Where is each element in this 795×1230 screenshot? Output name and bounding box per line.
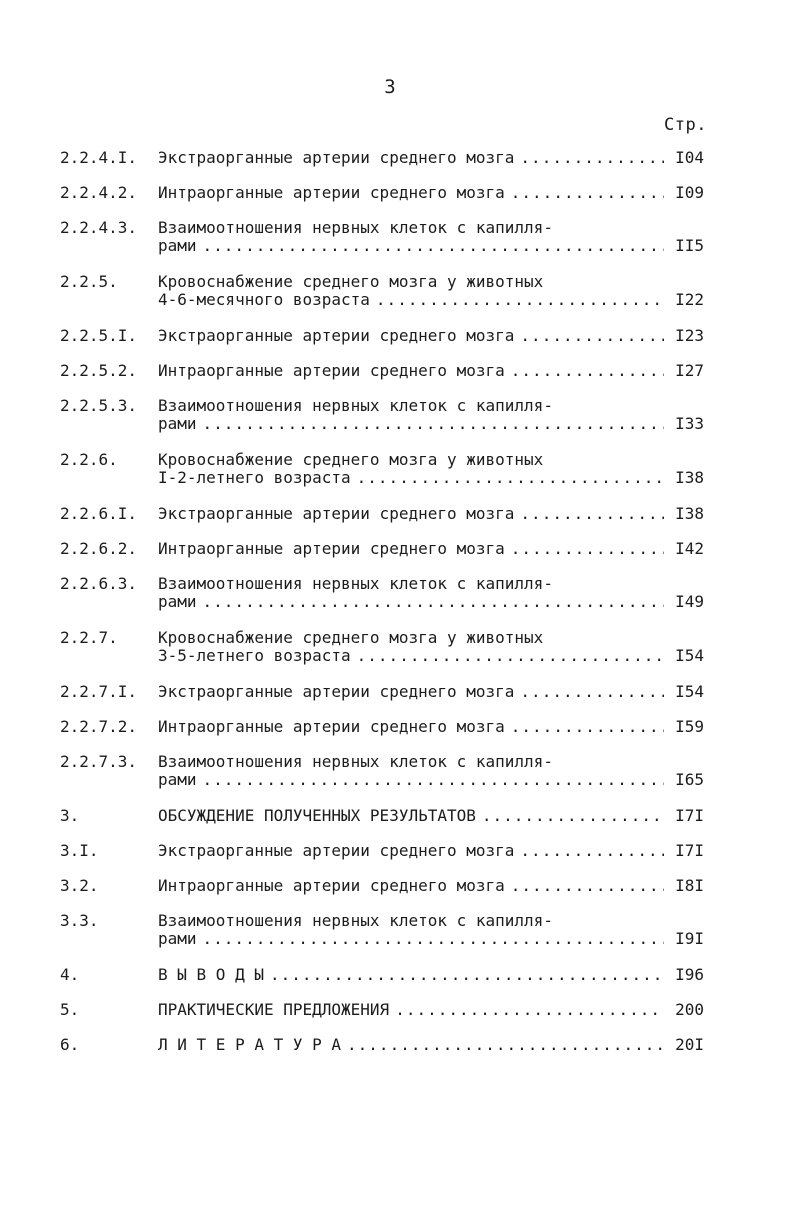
toc-entry-number: 6. [60, 1035, 80, 1054]
toc-entry-number: 2.2.6.3. [60, 574, 138, 593]
toc-entry-body [158, 877, 704, 895]
dot-leader [520, 327, 664, 345]
toc-entry-page: I22 [675, 290, 704, 309]
dot-leader [357, 469, 664, 487]
toc-entry-page: 20I [675, 1035, 704, 1054]
toc-entry-title-row [158, 842, 704, 860]
toc-entry-title: 3-5-летнего возраста [158, 646, 351, 665]
toc-entry [60, 1036, 704, 1054]
toc-entry-body [158, 1036, 704, 1054]
dot-leader [511, 184, 664, 202]
toc-entry-body [158, 1001, 704, 1019]
toc-entry-body [158, 629, 704, 665]
toc-entry-title-row [158, 291, 704, 309]
toc-entry-title: В Ы В О Д Ы [158, 965, 264, 984]
toc-entry-title-row [158, 362, 704, 380]
toc-entry-body [158, 966, 704, 984]
dot-leader [482, 807, 664, 825]
toc-entry-page: I7I [675, 841, 704, 860]
toc-entry-number: 2.2.7.3. [60, 752, 138, 771]
toc-entry-body [158, 540, 704, 558]
toc-entry-page: I59 [675, 717, 704, 736]
toc-entry [60, 807, 704, 825]
toc-entry [60, 575, 704, 611]
toc-entry-number: 3.I. [60, 841, 99, 860]
toc-entry-title-row [158, 540, 704, 558]
toc-entry-title-row [158, 237, 704, 255]
toc-entry-title-row [158, 505, 704, 523]
toc-entry-body [158, 362, 704, 380]
toc-entry [60, 718, 704, 736]
toc-entry [60, 505, 704, 523]
toc-entry-title-row [158, 1001, 704, 1019]
toc-entry-number: 2.2.5.2. [60, 361, 138, 380]
dot-leader [511, 877, 664, 895]
toc-entry-title-row [158, 718, 704, 736]
toc-entry-page: I38 [675, 468, 704, 487]
dot-leader [520, 842, 664, 860]
dot-leader [520, 149, 664, 167]
toc-entry [60, 362, 704, 380]
toc-entry-page: I96 [675, 965, 704, 984]
toc-entry [60, 912, 704, 948]
toc-entry-title-line1: Взаимоотношения нервных клеток с капилля- [158, 396, 553, 415]
toc-entry-title-row [158, 469, 704, 487]
toc-entry-title-line1: Кровоснабжение среднего мозга у животных [158, 272, 544, 291]
toc-entry [60, 397, 704, 433]
toc-entry-body [158, 505, 704, 523]
toc-entry-number: 2.2.7.I. [60, 682, 138, 701]
toc-entry-title-row [158, 647, 704, 665]
toc-entry-body [158, 807, 704, 825]
toc-entry-body [158, 575, 704, 611]
toc-entry-title: Интраорганные артерии среднего мозга [158, 183, 505, 202]
toc-entry-page: I04 [675, 148, 704, 167]
toc-entry-page: I09 [675, 183, 704, 202]
toc-entry [60, 966, 704, 984]
toc-entry-title: рами [158, 414, 197, 433]
toc-entry-body [158, 753, 704, 789]
toc-entry-number: 2.2.5.3. [60, 396, 138, 415]
toc-entry-page: I42 [675, 539, 704, 558]
toc-entry [60, 753, 704, 789]
dot-leader [270, 966, 664, 984]
toc-entry-title-row [158, 966, 704, 984]
toc-entry-title-row [158, 683, 704, 701]
toc-entry-number: 2.2.5.I. [60, 326, 138, 345]
page-number: 3 [384, 76, 396, 98]
dot-leader [203, 237, 664, 255]
toc-entry-title-row [158, 415, 704, 433]
toc-entry [60, 149, 704, 167]
toc-entry-number: 2.2.4.2. [60, 183, 138, 202]
toc-entry-page: II5 [675, 236, 704, 255]
toc-entry-number: 2.2.4.I. [60, 148, 138, 167]
dot-leader [511, 362, 664, 380]
toc-entry-body [158, 273, 704, 309]
toc-entry-number: 3.3. [60, 911, 99, 930]
toc-entry [60, 273, 704, 309]
table-of-contents [60, 149, 704, 1071]
toc-entry-title-row [158, 149, 704, 167]
toc-entry-number: 5. [60, 1000, 80, 1019]
toc-entry [60, 683, 704, 701]
toc-entry-page: I23 [675, 326, 704, 345]
dot-leader [376, 291, 664, 309]
toc-entry-page: I38 [675, 504, 704, 523]
dot-leader [203, 771, 664, 789]
toc-entry-number: 2.2.4.3. [60, 218, 138, 237]
toc-entry-title: ОБСУЖДЕНИЕ ПОЛУЧЕННЫХ РЕЗУЛЬТАТОВ [158, 806, 476, 825]
toc-entry-page: I54 [675, 646, 704, 665]
dot-leader [511, 540, 664, 558]
dot-leader [357, 647, 664, 665]
toc-entry-title: 4-6-месячного возраста [158, 290, 370, 309]
toc-entry-title-row [158, 327, 704, 345]
toc-entry-title: Экстраорганные артерии среднего мозга [158, 841, 515, 860]
toc-entry-body [158, 451, 704, 487]
toc-entry-page: I27 [675, 361, 704, 380]
toc-entry-page: I7I [675, 806, 704, 825]
toc-entry-title-row [158, 1036, 704, 1054]
toc-entry [60, 842, 704, 860]
toc-entry-title: Интраорганные артерии среднего мозга [158, 361, 505, 380]
toc-entry-title-line1: Взаимоотношения нервных клеток с капилля- [158, 574, 553, 593]
toc-entry-title: Интраорганные артерии среднего мозга [158, 539, 505, 558]
toc-entry-body [158, 149, 704, 167]
toc-entry-page: I54 [675, 682, 704, 701]
toc-entry-number: 2.2.5. [60, 272, 118, 291]
toc-entry-title: рами [158, 592, 197, 611]
toc-entry-number: 2.2.6. [60, 450, 118, 469]
toc-entry-number: 4. [60, 965, 80, 984]
toc-entry-number: 2.2.7. [60, 628, 118, 647]
toc-entry-title-row [158, 930, 704, 948]
toc-entry [60, 184, 704, 202]
toc-entry [60, 1001, 704, 1019]
dot-leader [511, 718, 664, 736]
toc-entry-body [158, 397, 704, 433]
toc-entry-title: Экстраорганные артерии среднего мозга [158, 504, 515, 523]
toc-entry-title: рами [158, 236, 197, 255]
toc-entry [60, 540, 704, 558]
toc-entry-title: рами [158, 770, 197, 789]
toc-entry-title: Л И Т Е Р А Т У Р А [158, 1035, 342, 1054]
toc-entry-title-line1: Взаимоотношения нервных клеток с капилля- [158, 752, 553, 771]
toc-entry-title-row [158, 877, 704, 895]
toc-entry-title: Экстраорганные артерии среднего мозга [158, 148, 515, 167]
toc-entry-number: 3. [60, 806, 80, 825]
toc-entry-body [158, 327, 704, 345]
toc-entry-title: Экстраорганные артерии среднего мозга [158, 326, 515, 345]
toc-entry-page: 200 [675, 1000, 704, 1019]
toc-entry-title-line1: Кровоснабжение среднего мозга у животных [158, 450, 544, 469]
toc-entry-number: 3.2. [60, 876, 99, 895]
toc-entry-page: I49 [675, 592, 704, 611]
dot-leader [520, 683, 664, 701]
dot-leader [347, 1036, 664, 1054]
toc-entry-number: 2.2.7.2. [60, 717, 138, 736]
dot-leader [203, 415, 664, 433]
toc-entry-title: рами [158, 929, 197, 948]
toc-entry-number: 2.2.6.I. [60, 504, 138, 523]
toc-entry-title: Интраорганные артерии среднего мозга [158, 717, 505, 736]
toc-entry-body [158, 184, 704, 202]
toc-entry-title-line1: Взаимоотношения нервных клеток с капилля- [158, 911, 553, 930]
toc-entry-body [158, 718, 704, 736]
toc-entry-number: 2.2.6.2. [60, 539, 138, 558]
toc-entry-title-row [158, 593, 704, 611]
toc-entry-body [158, 219, 704, 255]
toc-entry-title-row [158, 771, 704, 789]
toc-entry [60, 629, 704, 665]
toc-entry [60, 327, 704, 345]
toc-entry-title-line1: Кровоснабжение среднего мозга у животных [158, 628, 544, 647]
toc-entry [60, 877, 704, 895]
toc-entry-title-row [158, 807, 704, 825]
toc-entry-title-line1: Взаимоотношения нервных клеток с капилля- [158, 218, 553, 237]
dot-leader [395, 1001, 664, 1019]
dot-leader [520, 505, 664, 523]
toc-entry [60, 219, 704, 255]
toc-entry-title: I-2-летнего возраста [158, 468, 351, 487]
toc-entry-page: I33 [675, 414, 704, 433]
toc-entry-title: ПРАКТИЧЕСКИЕ ПРЕДЛОЖЕНИЯ [158, 1000, 390, 1019]
toc-entry-page: I9I [675, 929, 704, 948]
toc-entry-title: Экстраорганные артерии среднего мозга [158, 682, 515, 701]
toc-entry-page: I65 [675, 770, 704, 789]
toc-entry-title-row [158, 184, 704, 202]
toc-entry-body [158, 683, 704, 701]
toc-entry-page: I8I [675, 876, 704, 895]
toc-entry [60, 451, 704, 487]
page-column-header: Стр. [664, 115, 707, 135]
toc-entry-body [158, 912, 704, 948]
dot-leader [203, 930, 664, 948]
dot-leader [203, 593, 664, 611]
toc-entry-title: Интраорганные артерии среднего мозга [158, 876, 505, 895]
toc-entry-body [158, 842, 704, 860]
